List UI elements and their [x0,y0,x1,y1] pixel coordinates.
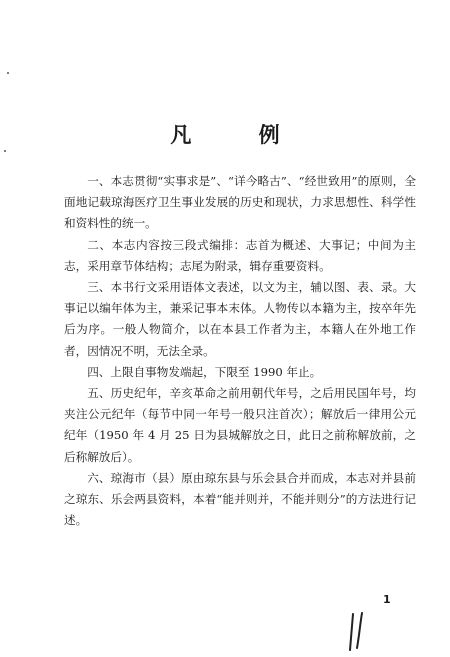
page-title: 凡 例 [170,122,310,147]
paragraph-6: 六、琼海市（县）原由琼东县与乐会县合并而成，本志对并县前之琼东、乐会两县资料，本着“能并则并，不能并则分”的方法进行记述。 [64,470,416,528]
scan-speck [4,150,6,152]
paragraph-5: 五、历史纪年，辛亥革命之前用朝代年号，之后用民国年号，均夹注公元纪年（每节中同一年号一般只注首次）；解放后一律用公元纪年（1950 年 4 月 25 日为县城解放之日，此日之前称解放前，之后称解放后）。 [64,386,416,464]
body-text [64,171,416,531]
paragraph-4: 四、上限自事物发端起，下限至 1990 年止。 [87,364,322,379]
paragraph-1: 一、本志贯彻“实事求是”、“详今略古”、“经世致用”的原则，全面地记载琼海医疗卫生事业发展的历史和现状，力求思想性、科学性和资料性的统一。 [64,174,416,231]
paragraph-2: 二、本志内容按三段式编排：志首为概述、大事记；中间为主志，采用章节体结构；志尾为附录，辑存重要资料。 [64,237,416,273]
handwritten-mark [345,612,369,652]
scan-speck [7,72,9,74]
paragraph-3: 三、本书行文采用语体文表述，以文为主，辅以图、表、录。大事记以编年体为主，兼采记事本末体。人物传以本籍为主，按卒年先后为序。一般人物简介，以在本县工作者为主，本籍人在外地工作者，因情况不明，无法全录。 [64,280,416,358]
page-number: 1 [383,593,391,606]
